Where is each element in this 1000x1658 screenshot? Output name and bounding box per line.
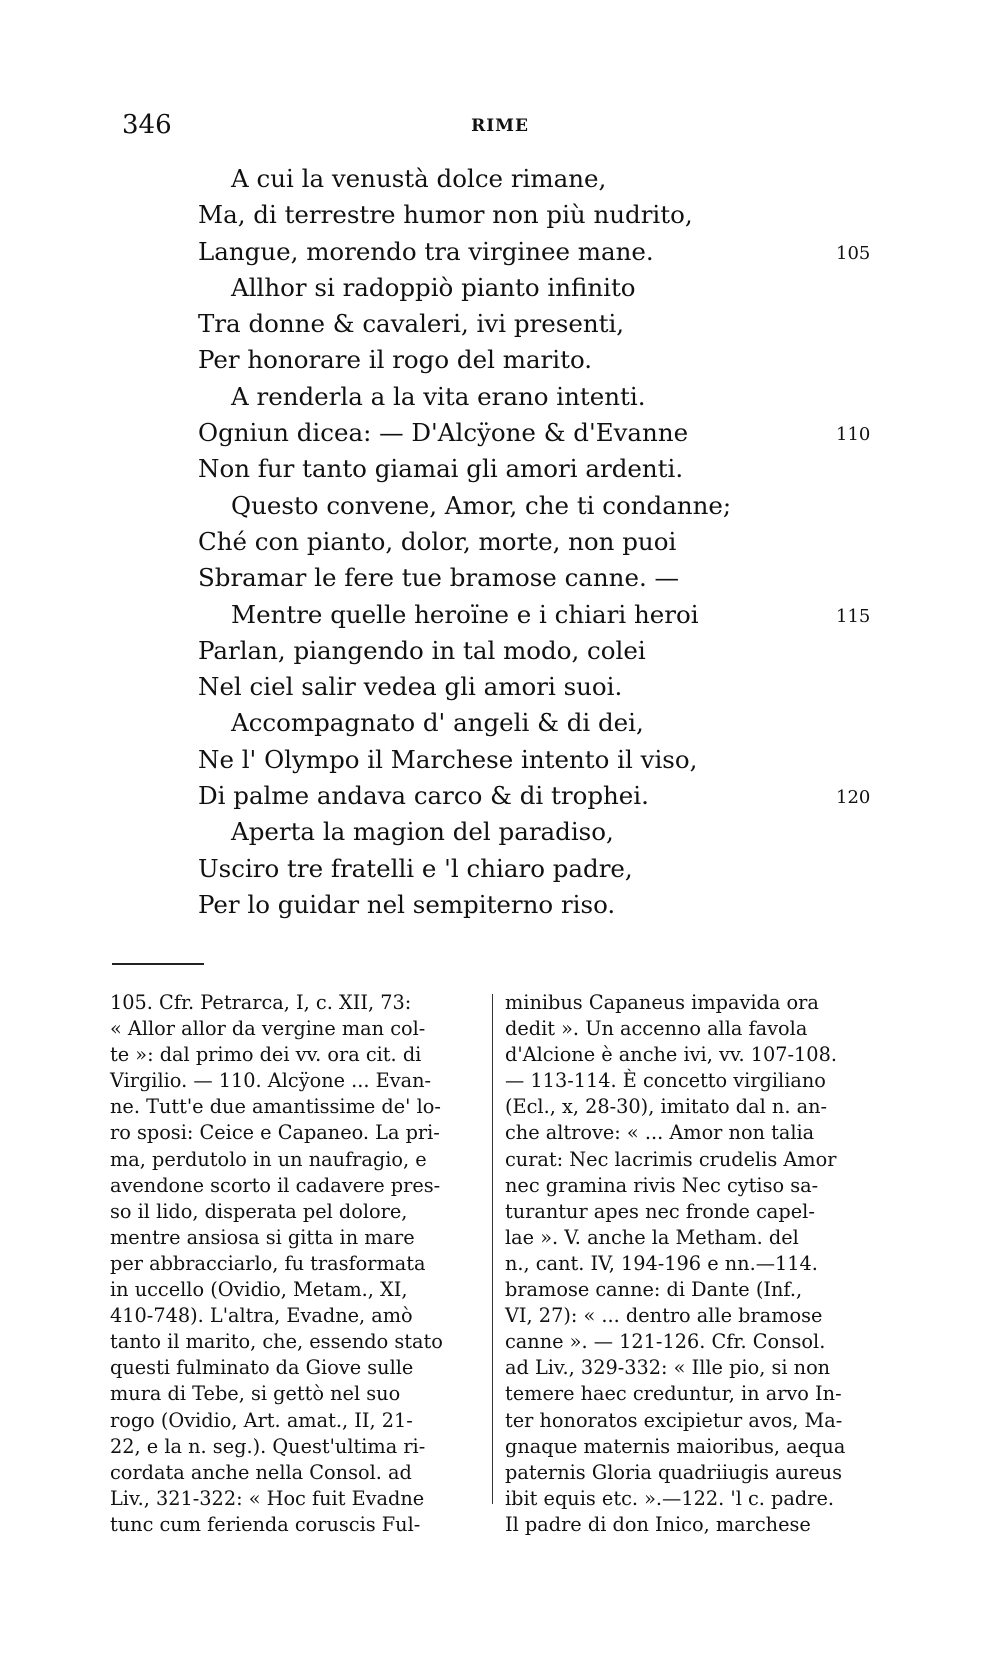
verse-line [198, 851, 898, 887]
verse-line [198, 560, 898, 596]
footnote-line: avendone scorto il cadavere pres- [110, 1173, 441, 1197]
verse-line [198, 669, 898, 705]
verse-line [198, 161, 898, 197]
line-number: 110 [836, 424, 871, 446]
poem-text [198, 161, 898, 923]
verse-line [198, 705, 898, 741]
footnote-line: canne ». — 121-126. Cfr. Consol. [505, 1330, 826, 1354]
footnote-line: paternis Gloria quadriiugis aureus [505, 1460, 842, 1484]
footnote-line: minibus Capaneus impavida ora [505, 991, 819, 1014]
page-header [0, 110, 1000, 140]
verse-text: Aperta la magion del paradiso, [231, 817, 614, 847]
footnote-line: ter honoratos excipietur avos, Ma- [505, 1408, 843, 1432]
footnote-line: Virgilio. — 110. Alcÿone ... Evan- [110, 1069, 432, 1093]
verse-line [198, 488, 898, 524]
verse-text: Tra donne & cavaleri, ivi presenti, [198, 309, 625, 339]
footnote-line: ibit equis etc. ».—122. 'l c. padre. [505, 1486, 834, 1510]
footnote-rule [112, 963, 204, 965]
footnote-line: ne. Tutt'e due amantissime de' lo- [110, 1095, 441, 1119]
line-number: 120 [836, 787, 871, 809]
footnote-line: per abbracciarlo, fu trasformata [110, 1251, 426, 1275]
column-divider [492, 994, 493, 1504]
line-number: 105 [836, 242, 871, 264]
verse-text: Parlan, piangendo in tal modo, colei [198, 635, 646, 665]
footnote-line: VI, 27): « ... dentro alle bramose [505, 1304, 823, 1328]
verse-text: Sbramar le fere tue bramose canne. — [198, 563, 680, 593]
verse-line [198, 633, 898, 669]
footnote-line: 22, e la n. seg.). Quest'ultima ri- [110, 1434, 426, 1458]
footnote-line: gnaque maternis maioribus, aequa [505, 1434, 846, 1458]
verse-text: Langue, morendo tra virginee mane. [198, 236, 654, 266]
verse-line [198, 379, 898, 415]
footnote-line: te »: dal primo dei vv. ora cit. di [110, 1043, 422, 1067]
footnote-line: mura di Tebe, si gettò nel suo [110, 1382, 401, 1406]
footnote-line: lae ». V. anche la Metham. del [505, 1225, 799, 1249]
footnote-line: ma, perdutolo in un naufragio, e [110, 1147, 427, 1171]
verse-text: Ogniun dicea: — D'Alcÿone & d'Evanne [198, 418, 689, 448]
footnote-line: (Ecl., x, 28-30), imitato dal n. an- [505, 1095, 828, 1119]
footnote-line: tunc cum ferienda coruscis Ful- [110, 1512, 421, 1536]
footnote-line: tanto il marito, che, essendo stato [110, 1330, 443, 1354]
verse-text: A renderla a la vita erano intenti. [231, 381, 646, 411]
verse-line [198, 234, 898, 270]
verse-line [198, 197, 898, 233]
footnote-line: questi fulminato da Giove sulle [110, 1356, 414, 1380]
verse-text: Di palme andava carco & di trophei. [198, 781, 649, 811]
verse-line [198, 778, 898, 814]
footnotes [110, 990, 890, 1536]
verse-text: Ché con pianto, dolor, morte, non puoi [198, 526, 677, 556]
footnote-line: so il lido, disperata pel dolore, [110, 1199, 408, 1223]
footnote-line: n., cant. IV, 194-196 e nn.—114. [505, 1251, 818, 1275]
footnote-line: nec gramina rivis Nec cytiso sa- [505, 1173, 819, 1197]
footnote-line: temere haec creduntur, in arvo In- [505, 1382, 842, 1406]
verse-line [198, 451, 898, 487]
verse-line [198, 270, 898, 306]
page-number: 346 [122, 110, 172, 140]
footnote-line: curat: Nec lacrimis crudelis Amor [505, 1147, 837, 1171]
verse-text: Per honorare il rogo del marito. [198, 345, 593, 375]
footnote-line: rogo (Ovidio, Art. amat., II, 21- [110, 1408, 413, 1432]
footnote-line: dedit ». Un accenno alla favola [505, 1017, 808, 1041]
verse-line [198, 742, 898, 778]
footnote-line: ro sposi: Ceice e Capaneo. La pri- [110, 1121, 440, 1145]
footnote-line: cordata anche nella Consol. ad [110, 1460, 412, 1484]
footnote-column-left [110, 990, 480, 1538]
footnote-line: — 113-114. È concetto virgiliano [505, 1069, 826, 1093]
verse-text: Accompagnato d' angeli & di dei, [231, 708, 644, 738]
footnote-line: Liv., 321-322: « Hoc fuit Evadne [110, 1486, 425, 1510]
verse-text: Mentre quelle heroïne e i chiari heroi [231, 599, 699, 629]
footnote-line: « Allor allor da vergine man col- [110, 1017, 426, 1041]
verse-text: Nel ciel salir vedea gli amori suoi. [198, 672, 623, 702]
verse-text: Usciro tre fratelli e 'l chiaro padre, [198, 853, 633, 883]
footnote-line: ad Liv., 329-332: « Ille pio, si non [505, 1356, 831, 1380]
verse-line [198, 524, 898, 560]
verse-text: Per lo guidar nel sempiterno riso. [198, 889, 616, 919]
footnote-line: d'Alcione è anche ivi, vv. 107-108. [505, 1043, 837, 1067]
verse-line [198, 887, 898, 923]
verse-text: Questo convene, Amor, che ti condanne; [231, 490, 732, 520]
verse-line [198, 306, 898, 342]
line-number: 115 [836, 605, 871, 627]
footnote-line: in uccello (Ovidio, Metam., XI, [110, 1278, 408, 1302]
footnote-line: 410-748). L'altra, Evadne, amò [110, 1304, 413, 1328]
footnote-column-right [505, 990, 875, 1538]
verse-text: A cui la venustà dolce rimane, [231, 164, 607, 193]
verse-text: Allhor si radoppiò pianto infinito [231, 272, 636, 302]
running-title: RIME [471, 116, 529, 136]
footnote-line: che altrove: « ... Amor non talia [505, 1121, 815, 1145]
verse-line [198, 342, 898, 378]
footnote-line: turantur apes nec fronde capel- [505, 1199, 815, 1223]
footnote-line: mentre ansiosa si gitta in mare [110, 1225, 415, 1249]
verse-text: Non fur tanto giamai gli amori ardenti. [198, 454, 684, 484]
verse-text: Ne l' Olympo il Marchese intento il viso, [198, 744, 698, 774]
footnote-line: bramose canne: di Dante (Inf., [505, 1278, 803, 1302]
footnote-line: 105. Cfr. Petrarca, I, c. XII, 73: [110, 991, 412, 1014]
verse-line [198, 814, 898, 850]
verse-line [198, 597, 898, 633]
footnote-line: Il padre di don Inico, marchese [505, 1512, 811, 1536]
verse-line [198, 415, 898, 451]
verse-text: Ma, di terrestre humor non più nudrito, [198, 200, 693, 230]
